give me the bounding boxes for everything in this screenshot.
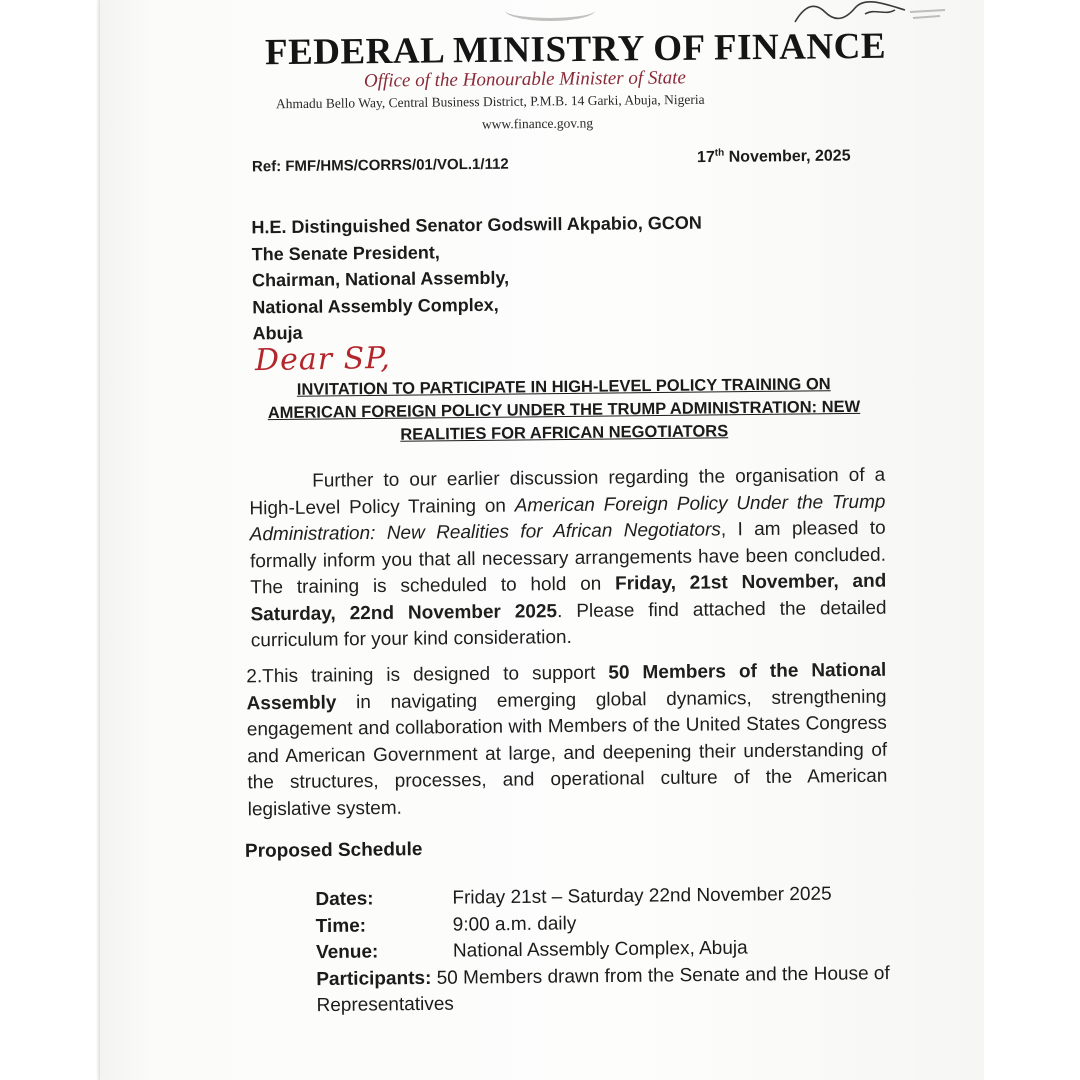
body-paragraph-1: Further to our earlier discussion regarding the organisation of a High-Level Policy Training on American Foreign Policy Under the Trump Administration: New Realities for African Negotiators, I am pleased to formally inform you that all necessary arrangements have been concluded. The training is scheduled to hold on Friday, 21st November, and Saturday, 22nd November 2025. Please find attached the detailed curriculum for your kind consideration.	[249, 464, 887, 652]
schedule-label: Venue:	[315, 941, 379, 964]
schedule-heading: Proposed Schedule	[244, 839, 423, 862]
schedule-value: National Assembly Complex, Abuja	[452, 937, 748, 962]
office-title: Office of the Honourable Minister of State	[363, 67, 687, 92]
handwritten-salutation: Dear SP,	[254, 340, 392, 379]
addressee-block	[251, 210, 703, 347]
addressee-line: Chairman, National Assembly,	[251, 267, 510, 291]
addressee-line: The Senate President,	[251, 241, 440, 264]
ministry-website: www.finance.gov.ng	[481, 115, 594, 132]
schedule-row-participants	[316, 960, 907, 1019]
body-paragraph-2: 2.This training is designed to support 50 Members of the National Assembly in navigating emerging global dynamics, strengthening engagement and collaboration with Members of the United States Congress and American Government at large, and deepening their understanding of the structures, processes, and operational culture of the American legislative system.	[246, 659, 888, 820]
schedule-value: 50 Members drawn from the Senate and the House of Representatives	[316, 962, 890, 1017]
schedule-value: Friday 21st – Saturday 22nd November 2025	[452, 883, 832, 909]
ministry-address: Ahmadu Bello Way, Central Business District, P.M.B. 14 Garki, Abuja, Nigeria	[275, 91, 705, 112]
addressee-line: H.E. Distinguished Senator Godswill Akpabio, GCON	[251, 212, 702, 238]
addressee-line: National Assembly Complex,	[252, 294, 499, 317]
ministry-name: FEDERAL MINISTRY OF FINANCE	[264, 25, 887, 74]
reference-number: Ref: FMF/HMS/CORRS/01/VOL.1/112	[251, 155, 509, 176]
schedule-details	[315, 881, 906, 1020]
schedule-label: Participants:	[316, 967, 432, 990]
letter-subject: INVITATION TO PARTICIPATE IN HIGH-LEVEL POLICY TRAINING ON AMERICAN FOREIGN POLICY UNDER THE TRUMP ADMINISTRATION: NEW REALITIES FOR AFRICAN NEGOTIATORS	[267, 375, 861, 444]
letter-date: 17th November, 2025	[696, 147, 851, 167]
crest-stamp-edge	[505, 0, 595, 21]
schedule-value: 9:00 a.m. daily	[452, 912, 577, 936]
addressee-line: Abuja	[252, 322, 303, 344]
schedule-label: Time:	[315, 915, 367, 937]
schedule-label: Dates:	[315, 888, 374, 911]
